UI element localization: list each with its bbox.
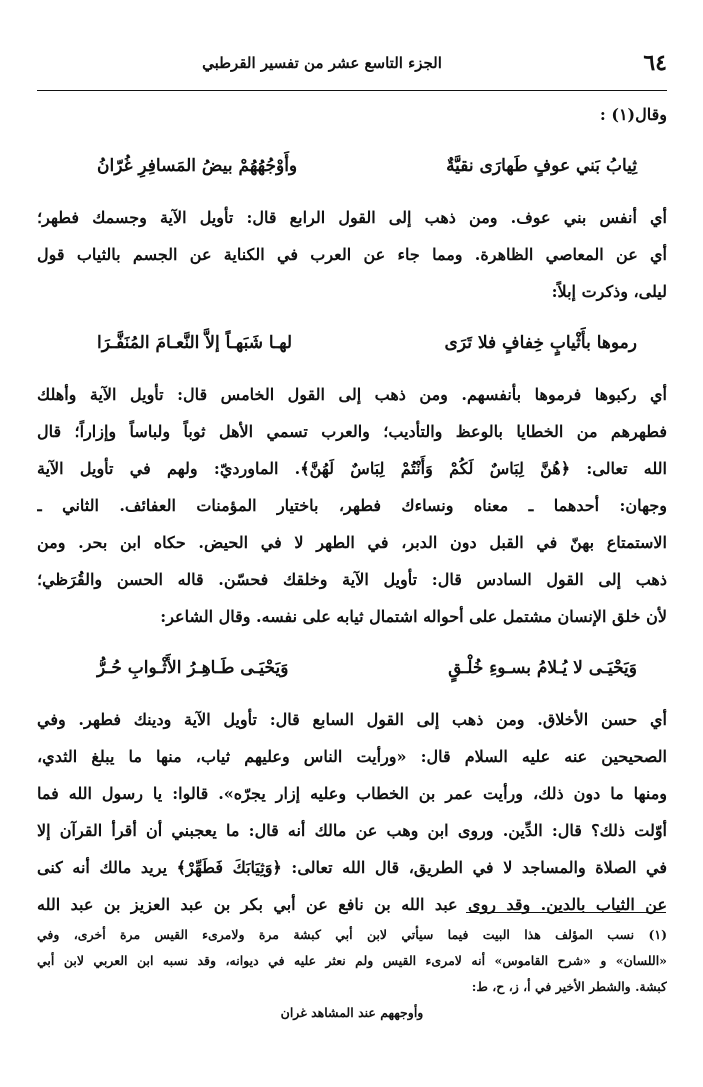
footnote-line: «اللسان» و «شرح القاموس» أنه لامرىء القيس ولم نعثر عليه في ديوانه، وقد نسبه ابن العربي لابن أبي: [37, 953, 667, 968]
text-line: أوّلت ذلك؟ قال: الدِّين. وروى ابن وهب عن مالك أنه قال: ما يعجبني أن أقرأ القرآن إلا: [37, 821, 667, 840]
text-line: أي ركبوها فرموها بأنفسهم. ومن ذهب إلى القول الخامس قال: تأويل الآية وأهلك: [37, 385, 667, 404]
text-line: الله تعالى: ﴿هُنَّ لِبَاسٌ لَكُمْ وَأَنْتُمْ لِبَاسٌ لَهُنَّ﴾. الماورديّ: ولهم في تأويل الآية: [37, 459, 667, 478]
footnotes: [37, 922, 667, 1026]
verse-3: [37, 635, 667, 701]
intro-line: وقال(١) :: [599, 105, 667, 124]
footnote-line: كبشة. والشطر الأخير في أ، ز، ح، ط:: [471, 979, 667, 994]
text-line: الصحيحين عنه عليه السلام قال: «ورأيت الناس وعليهم ثياب، منها ما يبلغ الثدي،: [37, 747, 667, 766]
verse-1: [37, 133, 667, 199]
footnote-line: (١) نسب المؤلف هذا البيت فيما سيأتي لابن أبي كبشة مرة ولامرىء القيس مرة أخرى، وفي: [37, 927, 667, 942]
text-line: ذهب إلى القول السادس قال: تأويل الآية وخلقك فحسّن. قاله الحسن والقُرَظي؛: [37, 570, 667, 589]
verse-2-second-hemistich: لهـا شَبَهـاً إلاَّ النَّعـامَ المُنَفَّـرَا: [97, 332, 293, 353]
text-line: فطهرهم من الخطايا بالوعظ والتأديب؛ والعرب تسمي الأهل ثوباً ولباساً وإزاراً؛ قال: [37, 422, 667, 441]
footnote-rule: [466, 912, 666, 913]
verse-3-second-hemistich: وَيَحْيَـى طَـاهِـرُ الأَثْـوابِ حُـرُّ: [97, 657, 289, 678]
verse-2: [37, 310, 667, 376]
text-line: أي عن المعاصي الظاهرة. ومما جاء عن العرب في الكناية عن الجسم بالثياب قول: [37, 245, 667, 264]
text-line: ومنها ما دون ذلك، ورأيت عمر بن الخطاب وعليه إزار يجرّه». قالوا: يا رسول الله فما: [37, 784, 667, 803]
verse-1-first-hemistich: ثِيابُ بَني عوفٍ طَهارَى نقيَّةٌ: [446, 155, 637, 176]
page-header: [37, 50, 667, 90]
footnote-variant: وأوجههم عند المشاهد غران: [280, 1005, 424, 1020]
paragraph-3: [37, 701, 667, 923]
verse-3-first-hemistich: وَيَحْيَـى لا يُـلامُ بسـوءِ خُلْـقٍ: [448, 657, 637, 678]
main-text: [37, 96, 667, 923]
text-line: وجهان: أحدهما ـ معناه ونساءك فطهر، باختيار المؤمنات العفائف. الثاني ـ: [37, 496, 667, 515]
text-line: في الصلاة والمساجد لا في الطريق، قال الله تعالى: ﴿وَثِيَابَكَ فَطَهِّرْ﴾ يريد مالك أنه كنى: [37, 858, 667, 877]
text-line: أي أنفس بني عوف. ومن ذهب إلى القول الرابع قال: تأويل الآية وجسمك فطهر؛: [37, 208, 667, 227]
verse-2-first-hemistich: رموها بأَثْيابٍ خِفافٍ فلا تَرَى: [444, 332, 637, 353]
verse-1-second-hemistich: وأَوْجُهُهُمْ بيضُ المَسافِرِ غُرّانُ: [97, 155, 298, 176]
text-line: عن الثياب بالدين. وقد روى عبد الله بن نافع عن أبي بكر بن عبد العزيز بن عبد الله: [37, 895, 667, 914]
page-number: ٦٤: [643, 50, 667, 76]
text-line: لأن خلق الإنسان مشتمل على أحواله اشتمال ثيابه على نفسه. وقال الشاعر:: [160, 607, 667, 626]
text-line: الاستمتاع بهنّ في القبل دون الدبر، في الطهر لا في الحيض. حكاه ابن بحر. ومن: [37, 533, 667, 552]
text-line: أي حسن الأخلاق. ومن ذهب إلى القول السابع قال: تأويل الآية ودينك فطهر. وفي: [37, 710, 667, 729]
text-line: ليلى، وذكرت إبلاً:: [551, 282, 667, 301]
running-title: الجزء التاسع عشر من تفسير القرطبي: [202, 54, 442, 72]
paragraph-2: [37, 376, 667, 635]
header-rule: [37, 90, 667, 91]
paragraph-1: [37, 199, 667, 310]
